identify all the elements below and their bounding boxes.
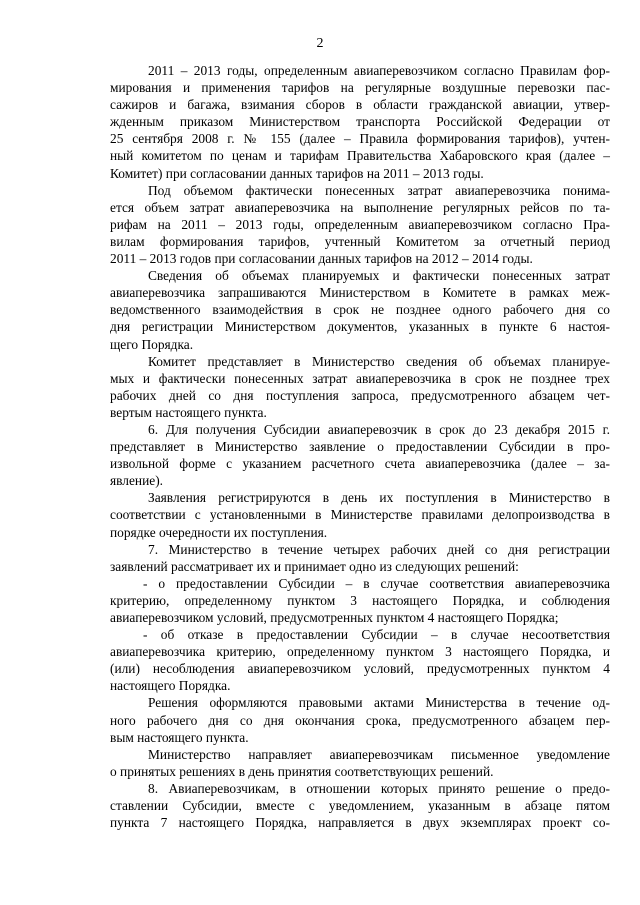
text-line: жденным приказом Министерством транспорта Российской Федерации от — [110, 114, 610, 130]
text-line: дня регистрации Министерством документов, указанных в пункте 6 настоя- — [110, 319, 610, 335]
paragraph — [110, 421, 610, 489]
text-line: вилам формирования тарифов, учтенный Комитетом за отчетный период — [110, 233, 610, 249]
text-line: щего Порядка. — [110, 336, 194, 352]
text-line: порядке очередности их поступления. — [110, 524, 328, 540]
paragraph — [110, 267, 610, 352]
text-line: ного рабочего дня со дня окончания срока, предусмотренного абзацем пер- — [110, 712, 610, 728]
text-line: 2011 – 2013 годы, определенным авиаперевозчиком согласно Правилам фор- — [148, 63, 610, 78]
text-line: 8. Авиаперевозчикам, в отношении которых принято решение о предо- — [148, 780, 610, 796]
text-line: авиаперевозчика запрашиваются Министерством в Комитете в рамках меж- — [110, 285, 610, 301]
text-line: ставлении Субсидии, вместе с уведомлением, указанным в абзаце пятом — [110, 798, 610, 814]
document-body — [110, 62, 610, 831]
text-line: авиаперевозчиком условий, предусмотренных пунктом 4 настоящего Порядка; — [110, 610, 559, 625]
paragraph — [110, 489, 610, 540]
page-number: 2 — [316, 36, 324, 51]
list-item — [110, 575, 610, 626]
text-line: Решения оформляются правовыми актами Министерства в течение од- — [148, 695, 610, 711]
paragraph — [110, 780, 610, 831]
text-line: Заявления регистрируются в день их поступления в Министерство в — [148, 490, 610, 506]
text-line: ется объем затрат авиаперевозчика на выполнение регулярных рейсов по та- — [110, 199, 610, 215]
list-item — [110, 626, 610, 694]
text-line: авиаперевозчика критерию, определенному пунктом 3 настоящего Порядка, и — [110, 644, 610, 660]
text-line: 2011 – 2013 годов при согласовании данных тарифов на 2012 – 2014 годы. — [110, 251, 533, 267]
text-line: о принятых решениях в день принятия соответствующих решений. — [110, 763, 494, 779]
text-line: - о предоставлении Субсидии – в случае соответствия авиаперевозчика — [143, 575, 610, 591]
text-line: соответствии с установленными в Министерстве правилами делопроизводства в — [110, 507, 610, 523]
text-line: 6. Для получения Субсидии авиаперевозчик в срок до 23 декабря 2015 г. — [148, 421, 610, 437]
paragraph — [110, 541, 610, 575]
text-line: ведомственного взаимодействия в срок не позднее одного рабочего дня со — [110, 302, 610, 318]
paragraph — [110, 62, 610, 182]
text-line: 7. Министерство в течение четырех рабочих дней со дня регистрации — [148, 541, 610, 557]
text-line: Сведения об объемах планируемых и фактически понесенных затрат — [148, 268, 610, 284]
text-line: - об отказе в предоставлении Субсидии – в случае несоответствия — [143, 627, 610, 643]
text-line: критерию, определенному пунктом 3 настоящего Порядка, и соблюдения — [110, 592, 610, 608]
paragraph — [110, 694, 610, 745]
text-line: мирования и применения тарифов на регулярные воздушные перевозки пас- — [110, 80, 610, 96]
text-line: настоящего Порядка. — [110, 678, 231, 694]
text-line: Комитет) при согласовании данных тарифов на 2011 – 2013 годы. — [110, 165, 484, 181]
paragraph — [110, 353, 610, 421]
text-line: 25 сентября 2008 г. № 155 (далее – Правила формирования тарифов), учтен- — [110, 131, 610, 147]
text-line: вым настоящего пункта. — [110, 729, 249, 745]
text-line: сажиров и багажа, взимания сборов в области гражданской авиации, утвер- — [110, 97, 610, 113]
text-line: ный комитетом по ценам и тарифам Правительства Хабаровского края (далее – — [110, 148, 610, 164]
text-line: извольной форме с указанием расчетного счета авиаперевозчика (далее – за- — [110, 456, 610, 472]
text-line: Под объемом фактически понесенных затрат авиаперевозчика понима- — [148, 182, 610, 198]
text-line: рифам на 2011 – 2013 годы, определенным авиаперевозчиком согласно Пра- — [110, 216, 610, 232]
paragraph — [110, 182, 610, 267]
text-line: мых и фактически понесенных затрат авиаперевозчика в срок не позднее трех — [110, 370, 610, 386]
paragraph — [110, 746, 610, 780]
text-line: явление). — [110, 473, 164, 489]
text-line: Комитет представляет в Министерство сведения об объемах планируе- — [148, 353, 610, 369]
text-line: вертым настоящего пункта. — [110, 404, 267, 420]
text-line: пункта 7 настоящего Порядка, направляется в двух экземплярах проект со- — [110, 815, 610, 831]
text-line: (или) несоблюдения авиаперевозчиком условий, предусмотренных пунктом 4 — [110, 661, 610, 677]
text-line: рабочих дней со дня поступления запроса, предусмотренного абзацем чет- — [110, 387, 610, 403]
text-line: представляет в Министерство заявление о предоставлении Субсидии в про- — [110, 439, 610, 455]
text-line: заявлений рассматривает их и принимает одно из следующих решений: — [110, 558, 519, 574]
text-line: Министерство направляет авиаперевозчикам письменное уведомление — [148, 746, 610, 762]
